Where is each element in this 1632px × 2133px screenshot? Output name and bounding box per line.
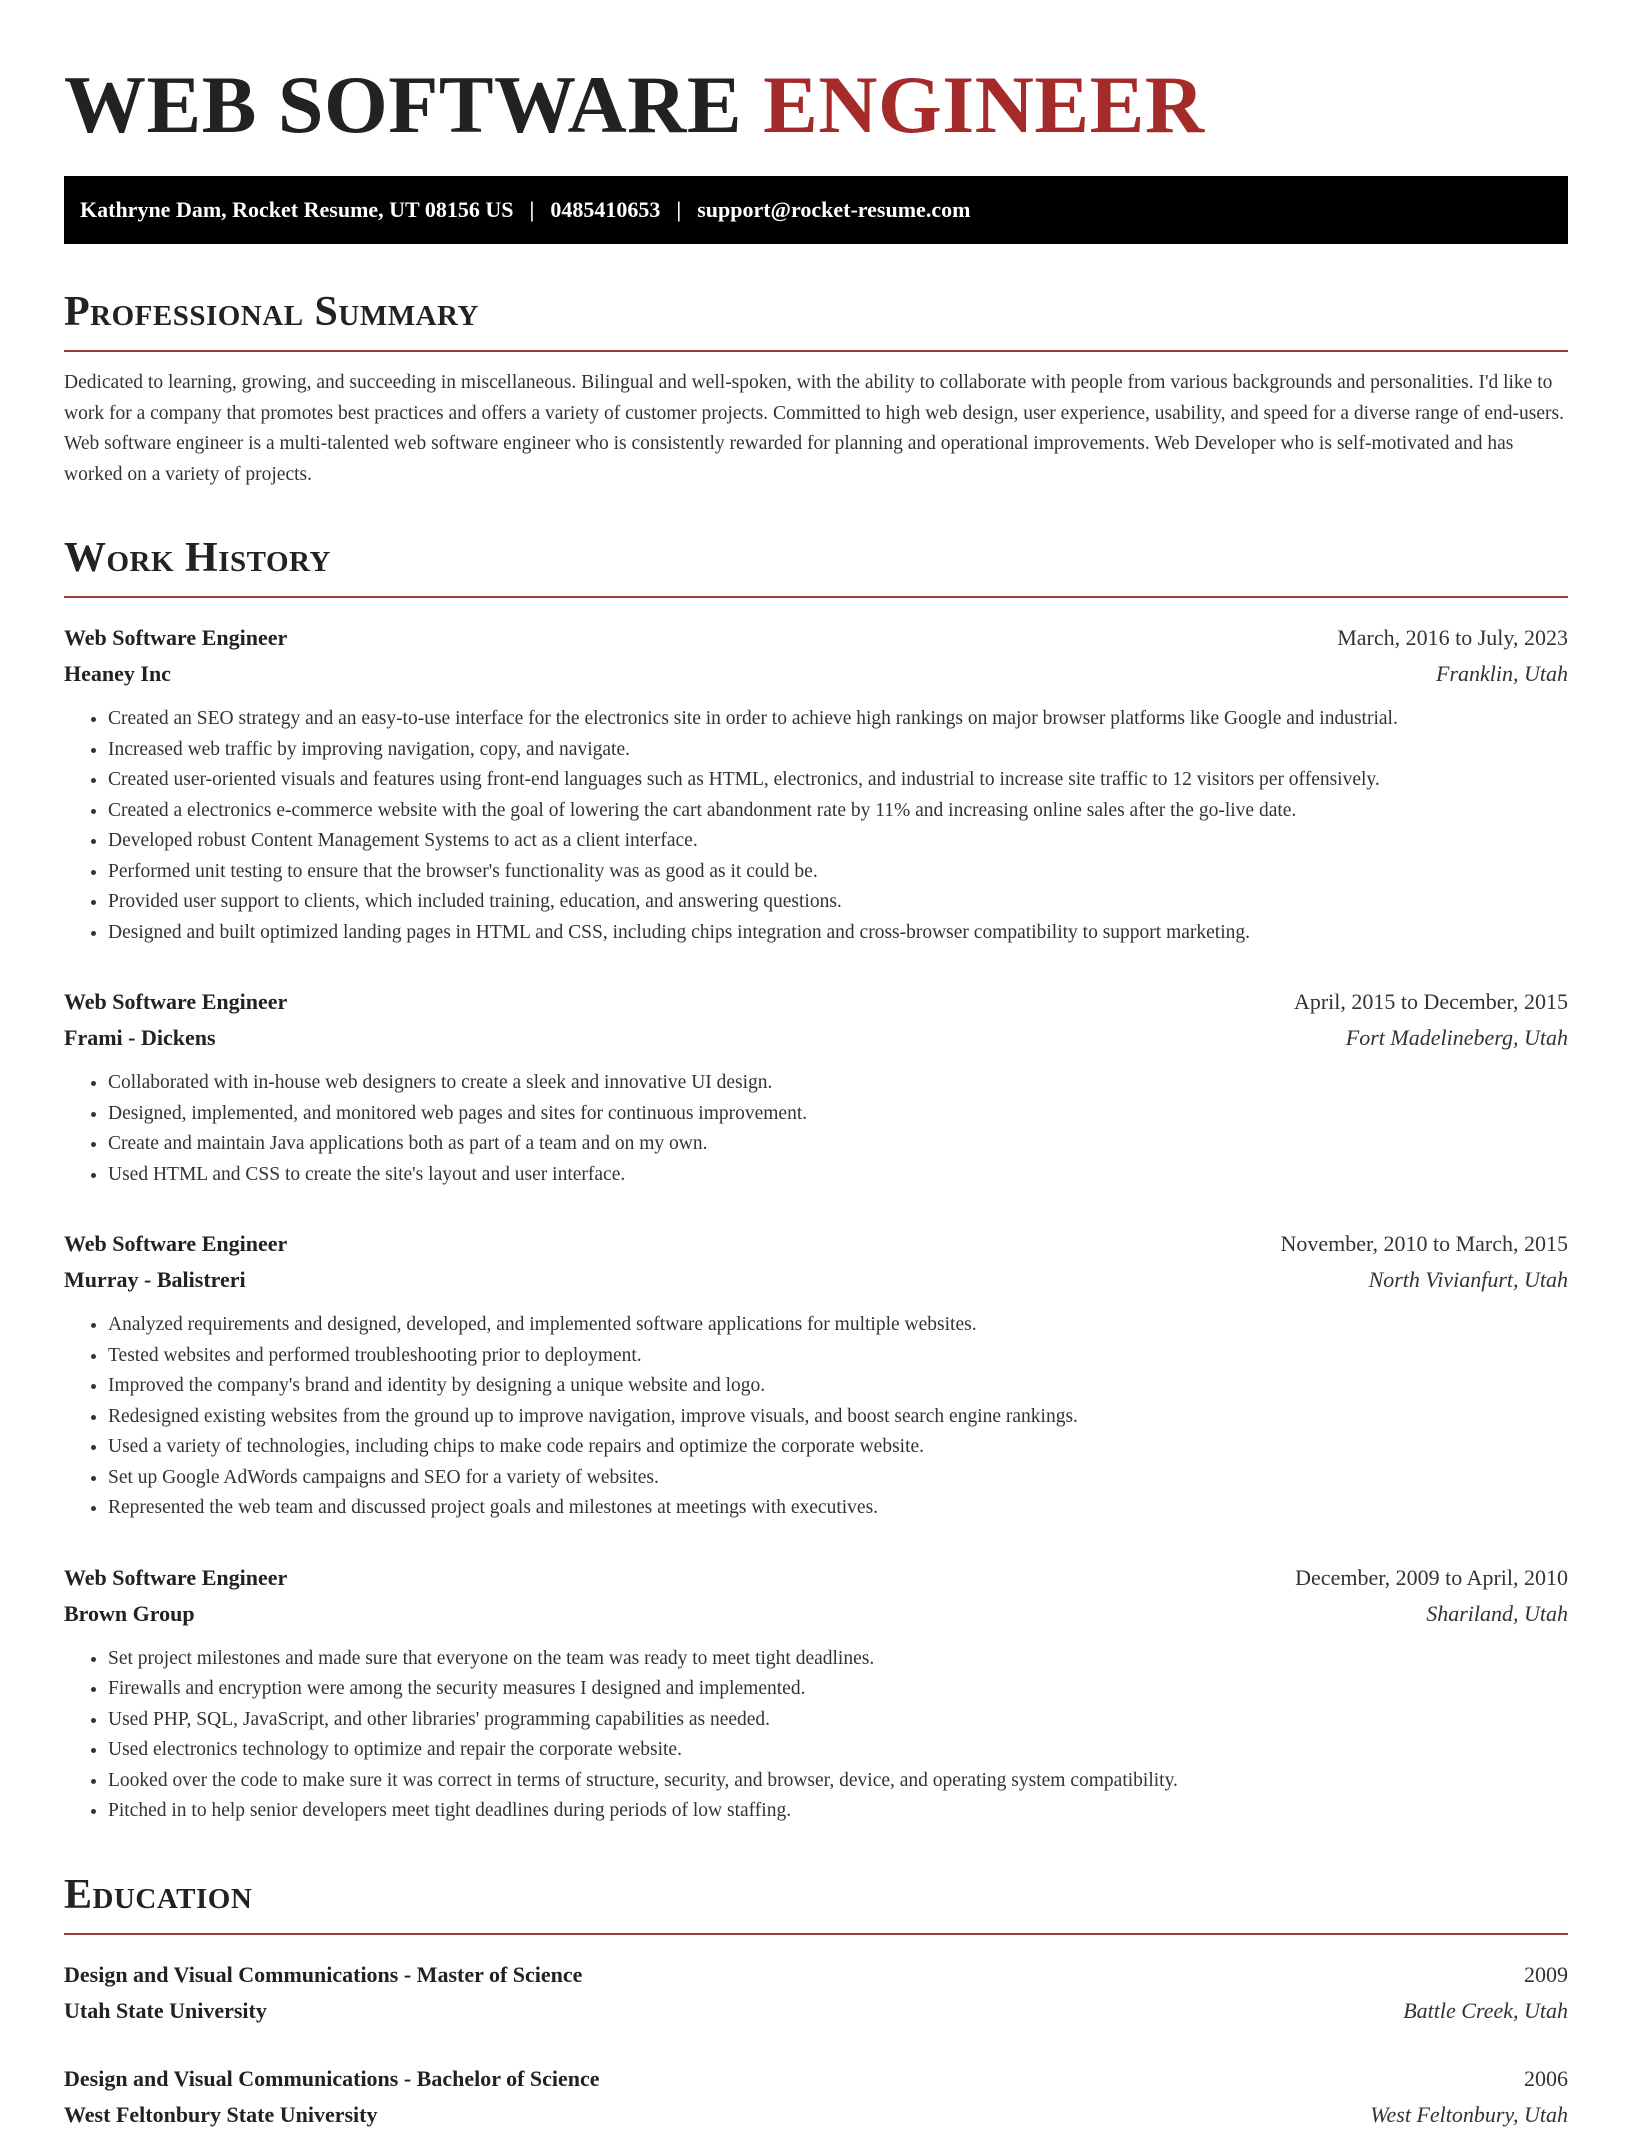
contact-address: Kathryne Dam, Rocket Resume, UT 08156 US — [80, 197, 514, 222]
education-year: 2009 — [1524, 1961, 1568, 1987]
job-header-row — [64, 620, 1568, 656]
job-entry — [64, 984, 1568, 1190]
job-header-row — [64, 1560, 1568, 1596]
job-company: Frami - Dickens — [64, 1025, 216, 1050]
education-school-row — [64, 2097, 1568, 2133]
contact-separator: | — [676, 197, 682, 222]
education-heading: Education — [64, 1871, 1568, 1935]
job-bullet: • Improved the company's brand and identity by designing a unique website and logo. — [108, 1371, 1568, 1402]
job-bullet: • Developed robust Content Management Systems to act as a client interface. — [108, 826, 1568, 857]
job-dates: December, 2009 to April, 2010 — [1295, 1564, 1568, 1590]
job-header-row — [64, 984, 1568, 1020]
education-school: Utah State University — [64, 1997, 267, 2023]
job-location: Franklin, Utah — [1436, 661, 1568, 686]
education-school: West Feltonbury State University — [64, 2101, 378, 2127]
education-degree: Design and Visual Communications - Bachelor of Science — [64, 2065, 600, 2091]
education-degree-row — [64, 2061, 1568, 2097]
job-location: Fort Madelineberg, Utah — [1345, 1025, 1568, 1050]
resume-title — [64, 60, 1568, 150]
job-bullet: • Redesigned existing websites from the ground up to improve navigation, improve visuals, and boost search engine rankings. — [108, 1402, 1568, 1433]
job-bullet: • Created an SEO strategy and an easy-to-use interface for the electronics site in order to achieve high rankings on major browser platforms like Google and industrial. — [108, 704, 1568, 735]
contact-bar — [64, 176, 1568, 244]
job-bullet: • Designed and built optimized landing pages in HTML and CSS, including chips integration and cross-browser compatibility to support marketing. — [108, 918, 1568, 949]
job-entry — [64, 620, 1568, 948]
title-accent: ENGINEER — [763, 59, 1205, 150]
job-bullet: • Set up Google AdWords campaigns and SEO for a variety of websites. — [108, 1463, 1568, 1494]
job-bullet: • Increased web traffic by improving navigation, copy, and navigate. — [108, 735, 1568, 766]
job-bullet: • Pitched in to help senior developers meet tight deadlines during periods of low staffing. — [108, 1796, 1568, 1827]
job-title: Web Software Engineer — [64, 989, 288, 1014]
contact-email: support@rocket-resume.com — [697, 197, 971, 222]
job-company-row — [64, 656, 1568, 692]
job-location: North Vivianfurt, Utah — [1368, 1267, 1568, 1292]
job-title: Web Software Engineer — [64, 625, 288, 650]
job-company: Brown Group — [64, 1600, 195, 1626]
job-dates: March, 2016 to July, 2023 — [1337, 625, 1568, 650]
job-entry — [64, 1226, 1568, 1524]
job-bullets — [64, 1310, 1568, 1524]
job-location: Shariland, Utah — [1426, 1600, 1568, 1626]
job-bullet: • Looked over the code to make sure it was correct in terms of structure, security, and browser, device, and operating system compatibility. — [108, 1766, 1568, 1797]
education-location: Battle Creek, Utah — [1403, 1997, 1568, 2023]
job-bullet: • Performed unit testing to ensure that the browser's functionality was as good as it could be. — [108, 857, 1568, 888]
job-bullet: • Tested websites and performed troubleshooting prior to deployment. — [108, 1341, 1568, 1372]
job-bullet: • Collaborated with in-house web designers to create a sleek and innovative UI design. — [108, 1068, 1568, 1099]
education-year: 2006 — [1524, 2065, 1568, 2091]
job-bullet: • Designed, implemented, and monitored web pages and sites for continuous improvement. — [108, 1099, 1568, 1130]
education-entry — [64, 1957, 1568, 2029]
job-bullet: • Created user-oriented visuals and features using front-end languages such as HTML, electronics, and industrial to increase site traffic to 12 visitors per offensively. — [108, 765, 1568, 796]
job-bullet: • Used a variety of technologies, including chips to make code repairs and optimize the corporate website. — [108, 1432, 1568, 1463]
job-company-row — [64, 1262, 1568, 1298]
job-bullets — [64, 1644, 1568, 1827]
job-bullet: • Provided user support to clients, which included training, education, and answering questions. — [108, 887, 1568, 918]
job-bullet: • Set project milestones and made sure that everyone on the team was ready to meet tight deadlines. — [108, 1644, 1568, 1675]
job-dates: November, 2010 to March, 2015 — [1280, 1231, 1568, 1256]
job-bullet: • Represented the web team and discussed project goals and milestones at meetings with executives. — [108, 1493, 1568, 1524]
work-history-list — [64, 620, 1568, 1827]
job-company: Murray - Balistreri — [64, 1267, 246, 1292]
title-main: WEB SOFTWARE — [64, 59, 764, 150]
education-degree: Design and Visual Communications - Master of Science — [64, 1961, 583, 1987]
education-degree-row — [64, 1957, 1568, 1993]
contact-phone: 0485410653 — [550, 197, 661, 222]
job-bullet: • Firewalls and encryption were among the security measures I designed and implemented. — [108, 1674, 1568, 1705]
job-bullet: • Analyzed requirements and designed, developed, and implemented software applications for multiple websites. — [108, 1310, 1568, 1341]
summary-heading: Professional Summary — [64, 288, 1568, 352]
job-title: Web Software Engineer — [64, 1231, 288, 1256]
education-entry — [64, 2061, 1568, 2133]
job-bullet: • Used HTML and CSS to create the site's layout and user interface. — [108, 1160, 1568, 1191]
education-location: West Feltonbury, Utah — [1370, 2101, 1568, 2127]
education-list — [64, 1957, 1568, 2133]
job-header-row — [64, 1226, 1568, 1262]
summary-text: Dedicated to learning, growing, and succeeding in miscellaneous. Bilingual and well-spoken, with the ability to collaborate with people from various backgrounds and personalities. I'd like to work for a company that promotes best practices and offers a variety of customer projects. Committed to high web design, user experience, usability, and speed for a diverse range of end-users. Web software engineer is a multi-talented web software engineer who is consistently rewarded for planning and operational improvements. Web Developer who is self-motivated and has worked on a variety of projects. — [64, 372, 1564, 485]
job-company: Heaney Inc — [64, 661, 171, 686]
job-bullet: • Created a electronics e-commerce website with the goal of lowering the cart abandonment rate by 11% and increasing online sales after the go-live date. — [108, 796, 1568, 827]
job-bullet: • Used PHP, SQL, JavaScript, and other libraries' programming capabilities as needed. — [108, 1705, 1568, 1736]
job-dates: April, 2015 to December, 2015 — [1293, 989, 1568, 1014]
job-bullets — [64, 1068, 1568, 1190]
job-bullet: • Create and maintain Java applications both as part of a team and on my own. — [108, 1129, 1568, 1160]
job-company-row — [64, 1020, 1568, 1056]
job-bullets — [64, 704, 1568, 948]
contact-separator: | — [529, 197, 535, 222]
work-history-heading: Work History — [64, 534, 1568, 598]
job-entry — [64, 1560, 1568, 1827]
job-title: Web Software Engineer — [64, 1564, 288, 1590]
education-school-row — [64, 1993, 1568, 2029]
resume-page — [64, 0, 1568, 2133]
job-bullet: • Used electronics technology to optimize and repair the corporate website. — [108, 1735, 1568, 1766]
job-company-row — [64, 1596, 1568, 1632]
